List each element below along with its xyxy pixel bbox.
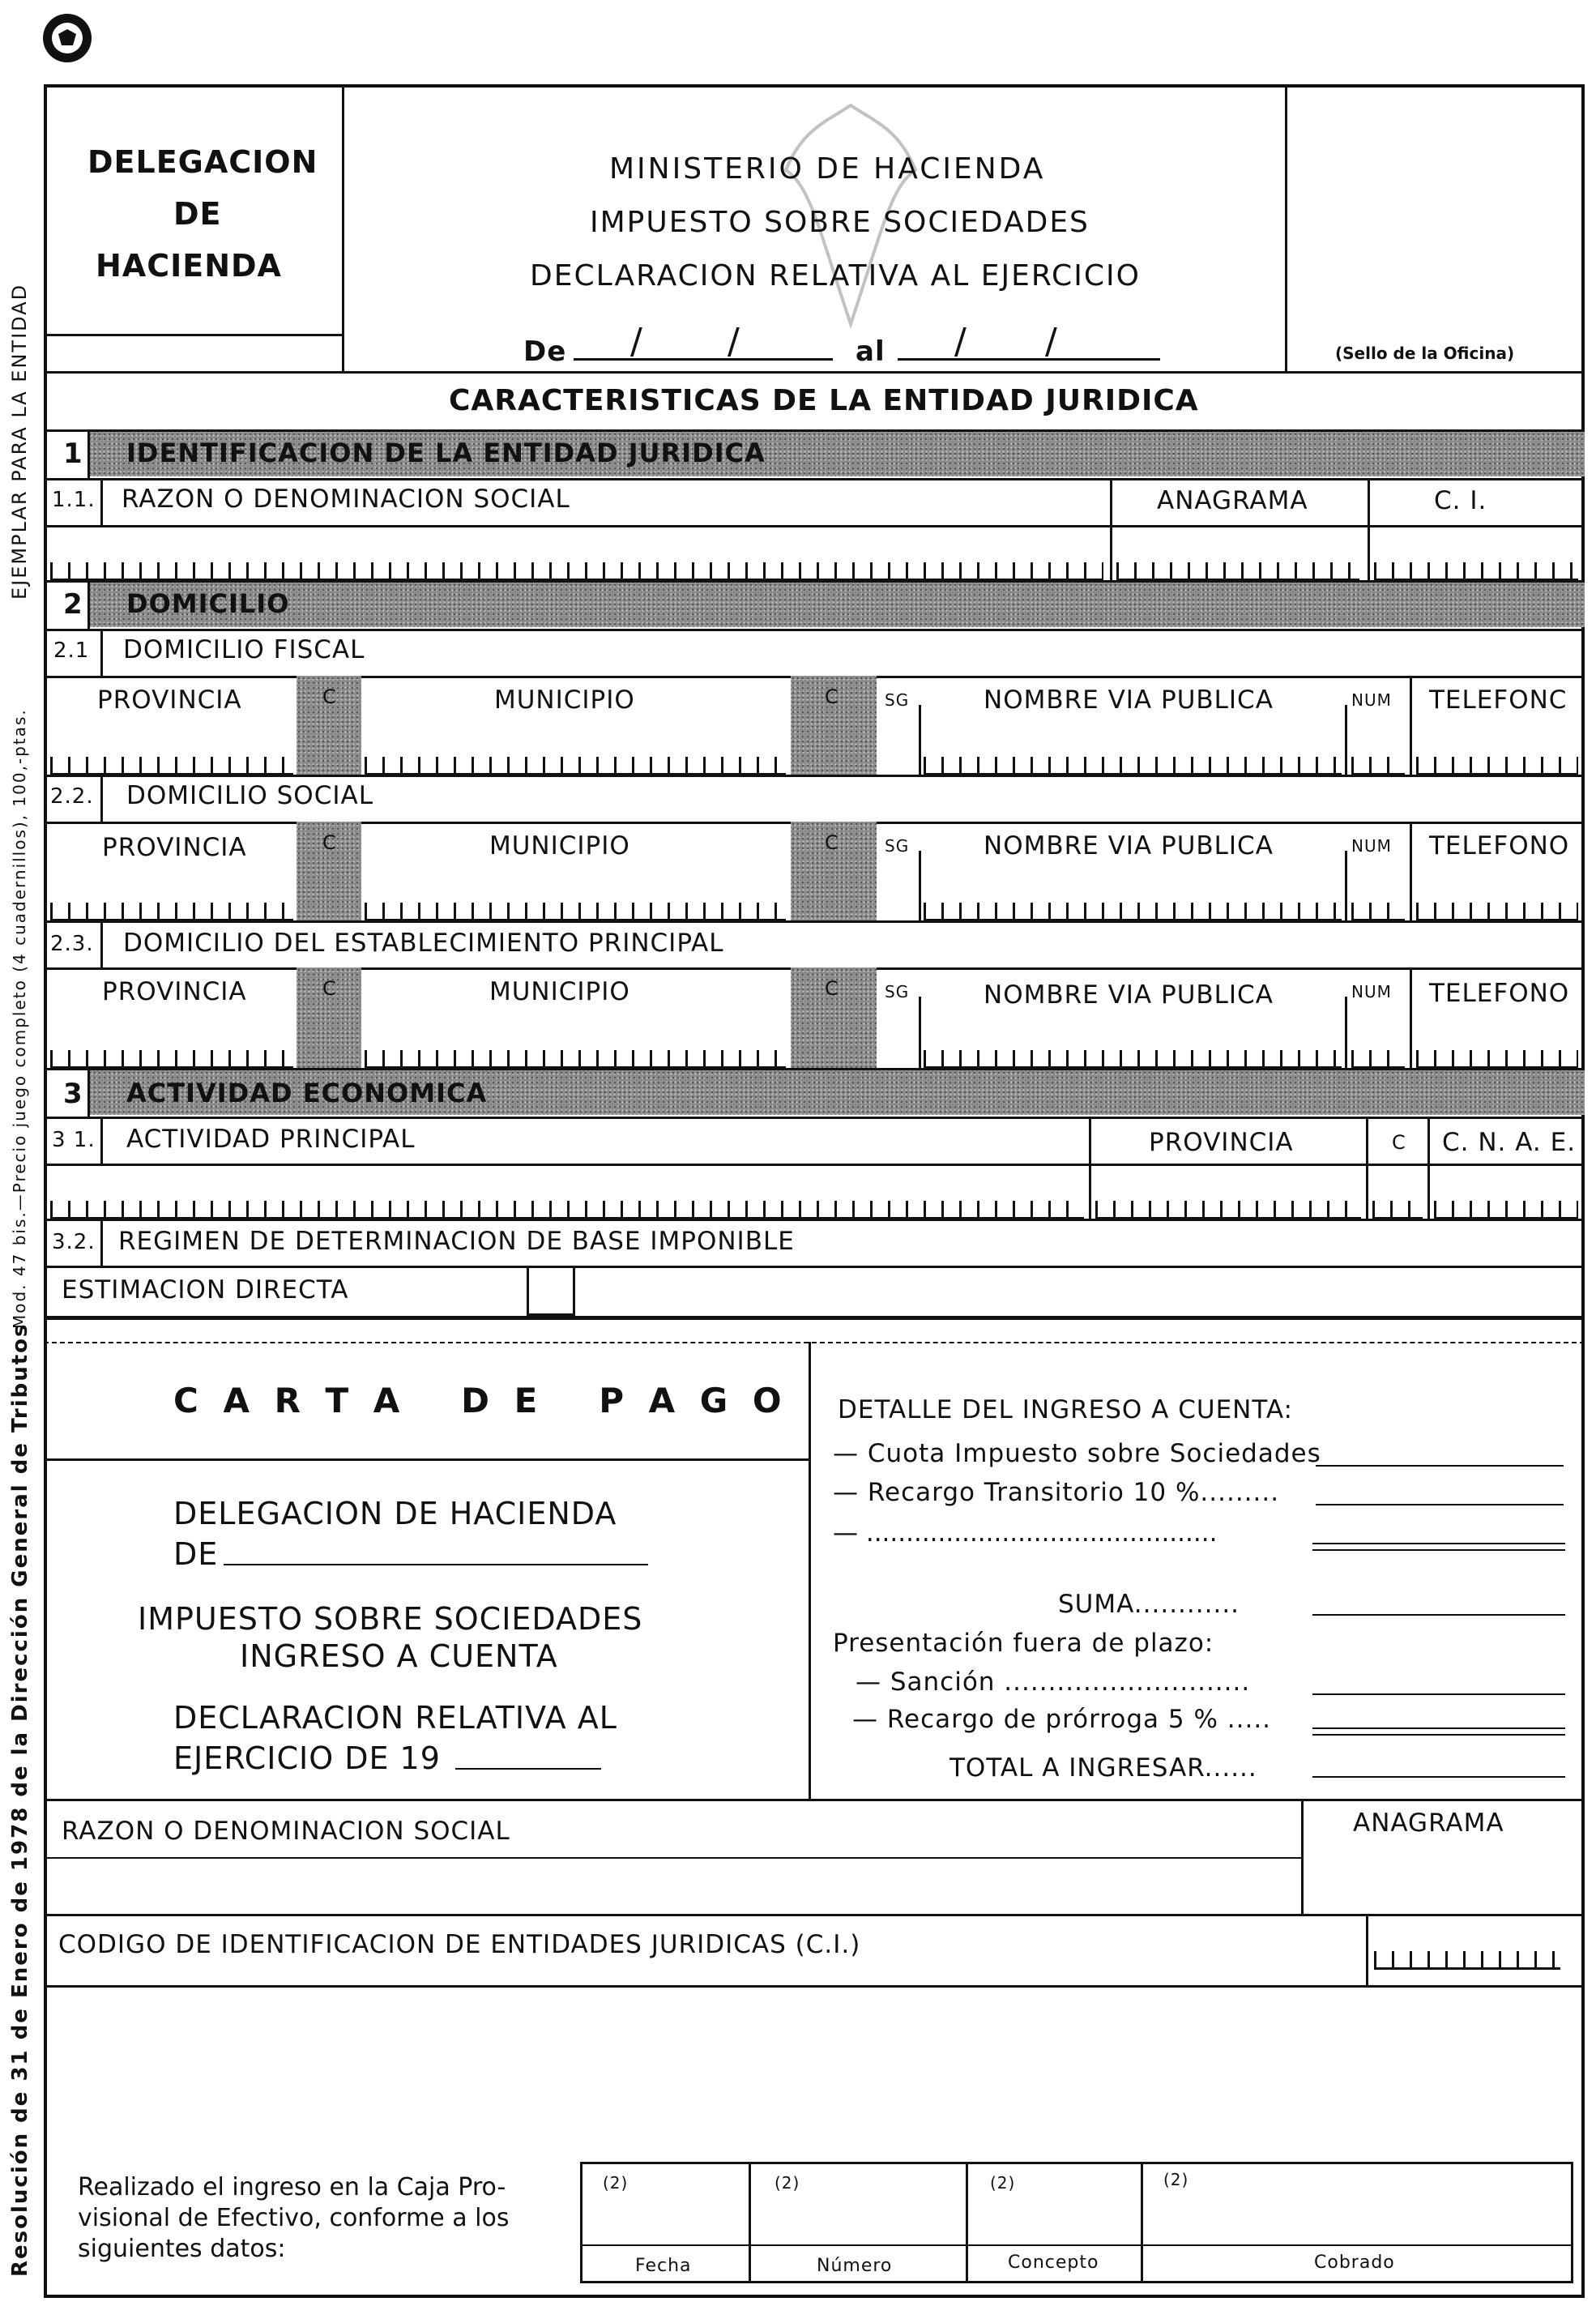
date-to-sep-2: / (1045, 321, 1058, 362)
social-telefono-label: TELEFONO (1429, 831, 1570, 860)
fiscal-via-label: NOMBRE VIA PUBLICA (984, 685, 1274, 715)
delegacion-line-3: HACIENDA (96, 248, 282, 284)
detalle-sancion: — Sanción ............................ (856, 1668, 1251, 1697)
domicilio-establecimiento-label: DOMICILIO DEL ESTABLECIMIENTO PRINCIPAL (123, 929, 724, 958)
ministerio-title: MINISTERIO DE HACIENDA (609, 152, 1046, 186)
caracteristicas-title: CARACTERISTICAS DE LA ENTIDAD JURIDICA (449, 384, 1199, 417)
domicilio-social-label: DOMICILIO SOCIAL (126, 781, 373, 810)
ci-label: C. I. (1434, 486, 1487, 515)
social-municipio-input[interactable] (365, 903, 786, 921)
estimacion-directa-checkbox[interactable] (527, 1266, 575, 1316)
cobrado-label: Cobrado (1314, 2253, 1395, 2273)
fiscal-municipio-label: MUNICIPIO (494, 685, 635, 715)
cnae-label: C. N. A. E. (1442, 1128, 1577, 1157)
detalle-otro: — ............................................ (833, 1518, 1218, 1548)
numero-cell[interactable] (752, 2191, 962, 2241)
fiscal-telefono-input[interactable] (1416, 757, 1578, 775)
estab-c1-label: C (322, 977, 337, 1000)
concepto-cell[interactable] (969, 2191, 1137, 2241)
realizado-line-3: siguientes datos: (78, 2235, 286, 2263)
sub-2-2-number: 2.2. (50, 784, 94, 809)
estab-via-label: NOMBRE VIA PUBLICA (984, 980, 1274, 1010)
bottom-razon-label: RAZON O DENOMINACION SOCIAL (62, 1817, 510, 1846)
bottom-razon-input[interactable] (47, 1860, 1298, 1911)
al-label: al (856, 335, 885, 368)
actividad-c-input[interactable] (1372, 1201, 1423, 1219)
concepto-note: (2) (990, 2173, 1016, 2193)
social-provincia-label: PROVINCIA (102, 833, 247, 862)
sello-label: (Sello de la Oficina) (1335, 344, 1515, 363)
concepto-label: Concepto (1008, 2253, 1099, 2273)
emblem-logo (41, 11, 94, 65)
fiscal-telefono-label: TELEFONC (1429, 685, 1568, 715)
fiscal-sg-label: SG (885, 690, 910, 710)
razon-social-label: RAZON O DENOMINACION SOCIAL (122, 485, 570, 514)
social-num-label: NUM (1351, 836, 1392, 856)
side-text-ejemplar: EJEMPLAR PARA LA ENTIDAD (8, 283, 31, 600)
detalle-suma: SUMA............ (1058, 1590, 1240, 1619)
fecha-note: (2) (603, 2173, 629, 2193)
actividad-provincia-input[interactable] (1095, 1201, 1361, 1219)
sub-1-1-number: 1.1. (52, 488, 96, 512)
date-from-sep-1: / (630, 321, 643, 362)
section-2-title: DOMICILIO (126, 588, 290, 619)
domicilio-fiscal-label: DOMICILIO FISCAL (123, 635, 365, 664)
estab-municipio-input[interactable] (365, 1050, 786, 1069)
fiscal-c2-label: C (825, 685, 839, 708)
realizado-line-2: visional de Efectivo, conforme a los (78, 2204, 510, 2232)
fiscal-provincia-label: PROVINCIA (97, 685, 242, 715)
estab-municipio-label: MUNICIPIO (489, 977, 630, 1006)
anagrama-label: ANAGRAMA (1157, 486, 1308, 515)
fiscal-provincia-input[interactable] (50, 757, 293, 775)
social-c2-label: C (825, 831, 839, 854)
fiscal-num-input[interactable] (1351, 757, 1405, 775)
social-sg-label: SG (885, 836, 910, 856)
social-via-label: NOMBRE VIA PUBLICA (984, 831, 1274, 860)
estab-num-label: NUM (1351, 982, 1392, 1001)
estab-provincia-label: PROVINCIA (102, 977, 247, 1006)
estab-num-input[interactable] (1351, 1050, 1405, 1069)
carta-de-label: DE (173, 1536, 219, 1572)
side-text-modelo: Mod. 47 bis.—Precio juego completo (4 cuadernillos), 100,-ptas. (10, 708, 29, 1329)
detalle-cuota: — Cuota Impuesto sobre Sociedades (833, 1439, 1321, 1468)
cobrado-note: (2) (1163, 2170, 1189, 2189)
date-to-sep-1: / (954, 321, 967, 362)
actividad-principal-label: ACTIVIDAD PRINCIPAL (126, 1125, 416, 1154)
numero-note: (2) (775, 2173, 800, 2193)
actividad-c-label: C (1392, 1131, 1406, 1154)
date-from-sep-2: / (728, 321, 740, 362)
fiscal-c1-label: C (322, 685, 337, 708)
declaracion-title: DECLARACION RELATIVA AL EJERCICIO (530, 259, 1141, 293)
social-via-input[interactable] (924, 903, 1342, 921)
fecha-label: Fecha (635, 2256, 692, 2276)
ci-input[interactable] (1374, 562, 1578, 581)
delegacion-line-1: DELEGACION (87, 144, 318, 180)
cnae-input[interactable] (1434, 1201, 1578, 1219)
social-c1-label: C (322, 831, 337, 854)
carta-ingreso: INGRESO A CUENTA (240, 1638, 558, 1674)
actividad-provincia-label: PROVINCIA (1149, 1128, 1294, 1157)
side-text-resolucion: Resolución de 31 de Enero de 1978 de la Dirección General de Tributos (8, 1322, 32, 2277)
actividad-input[interactable] (50, 1201, 1084, 1219)
fiscal-municipio-input[interactable] (365, 757, 786, 775)
social-provincia-input[interactable] (50, 903, 293, 921)
section-2-band (87, 583, 1585, 627)
section-3-number: 3 (63, 1078, 83, 1110)
social-num-input[interactable] (1351, 903, 1405, 921)
estab-sg-label: SG (885, 982, 910, 1001)
carta-ejercicio: EJERCICIO DE 19 (173, 1740, 441, 1776)
section-1-title: IDENTIFICACION DE LA ENTIDAD JURIDICA (126, 438, 766, 468)
sub-3-2-number: 3.2. (52, 1230, 96, 1254)
razon-social-input[interactable] (50, 562, 1103, 581)
detalle-prorroga: — Recargo de prórroga 5 % ..... (852, 1705, 1272, 1734)
detalle-total: TOTAL A INGRESAR...... (949, 1753, 1257, 1783)
de-label: De (523, 335, 567, 368)
social-municipio-label: MUNICIPIO (489, 831, 630, 860)
estab-c2-label: C (825, 977, 839, 1000)
delegacion-line-2: DE (173, 196, 222, 232)
estab-telefono-label: TELEFONO (1429, 979, 1570, 1008)
section-1-number: 1 (63, 438, 83, 470)
numero-label: Número (817, 2256, 893, 2276)
codigo-label: CODIGO DE IDENTIFICACION DE ENTIDADES JURIDICAS (C.I.) (58, 1930, 861, 1959)
sub-2-1-number: 2.1 (53, 638, 90, 663)
carta-impuesto: IMPUESTO SOBRE SOCIEDADES (138, 1601, 643, 1637)
estimacion-directa-label: ESTIMACION DIRECTA (62, 1275, 349, 1305)
bottom-anagrama-input[interactable] (1304, 1860, 1581, 1911)
codigo-ci-input[interactable] (1374, 1951, 1560, 1970)
fiscal-via-input[interactable] (924, 757, 1342, 775)
detalle-presentacion: Presentación fuera de plazo: (833, 1629, 1214, 1658)
bottom-anagrama-label: ANAGRAMA (1353, 1809, 1504, 1838)
anagrama-input[interactable] (1116, 562, 1359, 581)
section-2-number: 2 (63, 588, 83, 621)
impuesto-title: IMPUESTO SOBRE SOCIEDADES (590, 206, 1090, 239)
fiscal-num-label: NUM (1351, 690, 1392, 710)
sub-3-1-number: 3 1. (52, 1128, 96, 1152)
detalle-recargo: — Recargo Transitorio 10 %......... (833, 1478, 1280, 1507)
carta-de-pago-title: C A R T A D E P A G O (173, 1381, 788, 1420)
estab-telefono-input[interactable] (1416, 1050, 1578, 1069)
social-telefono-input[interactable] (1416, 903, 1578, 921)
carta-delegacion: DELEGACION DE HACIENDA (173, 1496, 617, 1531)
carta-declaracion: DECLARACION RELATIVA AL (173, 1700, 617, 1736)
fecha-cell[interactable] (583, 2191, 745, 2241)
sub-2-3-number: 2.3. (50, 932, 94, 956)
realizado-line-1: Realizado el ingreso en la Caja Pro- (78, 2173, 506, 2201)
cobrado-cell[interactable] (1144, 2191, 1570, 2241)
detalle-title: DETALLE DEL INGRESO A CUENTA: (838, 1395, 1293, 1424)
regimen-label: REGIMEN DE DETERMINACION DE BASE IMPONIBLE (118, 1227, 795, 1256)
section-3-title: ACTIVIDAD ECONOMICA (126, 1078, 488, 1108)
estab-provincia-input[interactable] (50, 1050, 293, 1069)
estab-via-input[interactable] (924, 1050, 1342, 1069)
